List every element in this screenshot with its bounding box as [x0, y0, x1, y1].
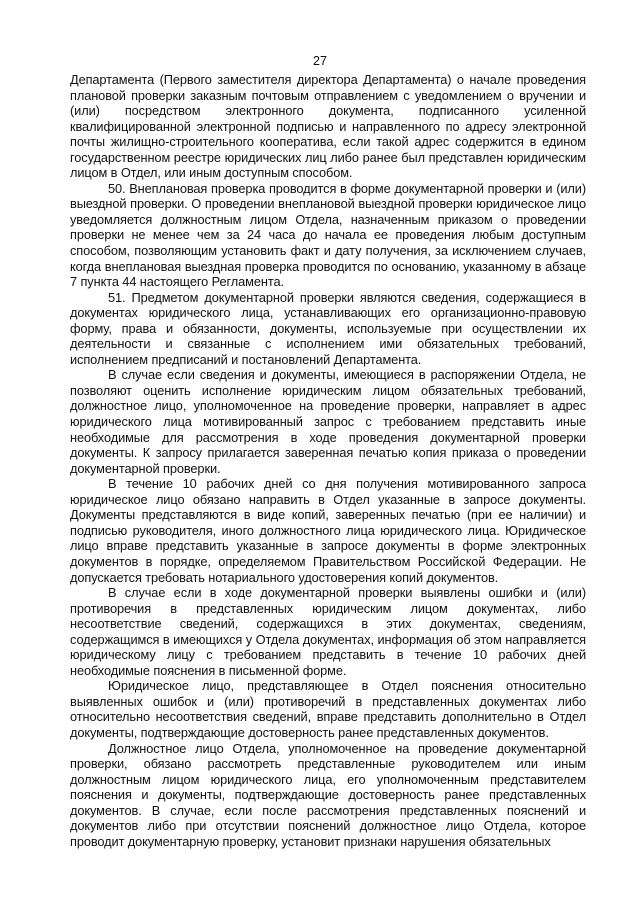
paragraph-explanations: Юридическое лицо, представляющее в Отдел пояснения относительно выявленных ошибок и (или) противоречий в представленных документах либо относительно несоответствия сведений, вправе представить дополнительно в Отдел документы, подтверждающие достоверность ранее представленных документов.: [70, 678, 586, 740]
paragraph-request: В случае если сведения и документы, имеющиеся в распоряжении Отдела, не позволяют оценить исполнение юридическим лицом обязательных требований, должностное лицо, уполномоченное на проведение проверки, направляет в адрес юридического лица мотивированный запрос с требованием представить иные необходимые для рассмотрения в ходе проведения документарной проверки документы. К запросу прилагается заверенная печатью копия приказа о проведении документарной проверки.: [70, 367, 586, 476]
paragraph-50: 50. Внеплановая проверка проводится в форме документарной проверки и (или) выездной проверки. О проведении внеплановой выездной проверки юридическое лицо уведомляется должностным лицом Отдела, назначенным приказом о проведении проверки не менее чем за 24 часа до начала ее проведения любым доступным способом, позволяющим установить факт и дату получения, за исключением случаев, когда внеплановая выездная проверка проводится по основанию, указанному в абзаце 7 пункта 44 настоящего Регламента.: [70, 180, 586, 290]
document-body: [70, 72, 586, 849]
paragraph-errors: В случае если в ходе документарной проверки выявлены ошибки и (или) противоречия в представленных юридическим лицом документах, либо несоответствие сведений, содержащихся в этих документах, сведениям, содержащимся в имеющихся у Отдела документах, информация об этом направляется юридическому лицу с требованием представить в течение 10 рабочих дней необходимые пояснения в письменной форме.: [70, 585, 586, 678]
paragraph-51: 51. Предметом документарной проверки являются сведения, содержащиеся в документах юридического лица, устанавливающих его организационно-правовую форму, права и обязанности, документы, используемые при осуществлении их деятельности и связанные с исполнением ими обязательных требований, исполнением предписаний и постановлений Департамента.: [70, 289, 586, 367]
paragraph-official-review: Должностное лицо Отдела, уполномоченное на проведение документарной проверки, обязано рассмотреть представленные руководителем или иным должностным лицом юридического лица, его уполномоченным представителем пояснения и документы, подтверждающие достоверность ранее представленных документов. В случае, если после рассмотрения представленных пояснений и документов либо при отсутствии пояснений должностное лицо Отдела, которое проводит документарную проверку, установит признаки нарушения обязательных: [70, 740, 586, 849]
paragraph-continued: Департамента (Первого заместителя директора Департамента) о начале проведения плановой проверки заказным почтовым отправлением с уведомлением о вручении и (или) посредством электронного документа, подписанного усиленной квалифицированной электронной подписью и направленного по адресу электронной почты жилищно-строительного кооператива, если такой адрес содержится в едином государственном реестре юридических лиц либо ранее был представлен юридическим лицом в Отдел, или иным доступным способом.: [70, 72, 586, 181]
paragraph-deadline: В течение 10 рабочих дней со дня получения мотивированного запроса юридическое лицо обязано направить в Отдел указанные в запросе документы. Документы представляются в виде копий, заверенных печатью (при ее наличии) и подписью руководителя, иного должностного лица юридического лица. Юридическое лицо вправе представить указанные в запросе документы в форме электронных документов в порядке, определяемом Правительством Российской Федерации. Не допускается требовать нотариального удостоверения копий документов.: [70, 476, 586, 585]
page-number: 27: [313, 54, 327, 68]
